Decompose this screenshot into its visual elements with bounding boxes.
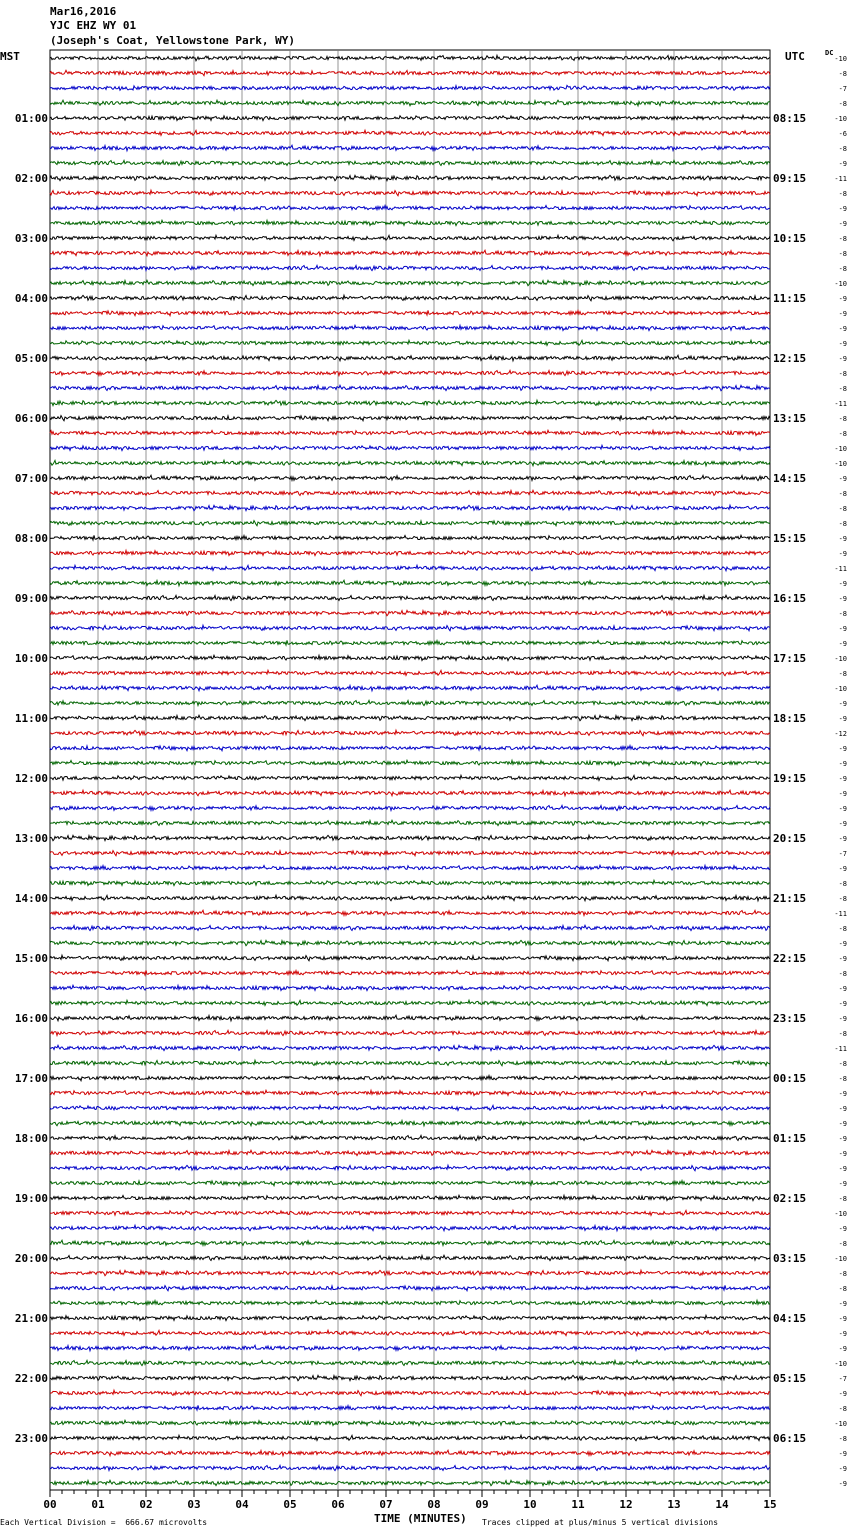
dc-offset-label: -8 [838, 235, 847, 243]
dc-offset-label: -8 [838, 430, 847, 438]
mst-hour-label: 05:00 [14, 352, 48, 365]
trace-row [50, 310, 770, 315]
dc-offset-label: -9 [838, 1120, 847, 1128]
trace-row [50, 355, 770, 360]
trace-row [50, 160, 770, 165]
mst-hour-label: 18:00 [14, 1132, 48, 1145]
utc-hour-label: 22:15 [773, 952, 807, 965]
dc-offset-label: -9 [838, 1300, 847, 1308]
trace-row [50, 1150, 770, 1155]
x-tick-label: 09 [475, 1498, 489, 1511]
right-timezone-label: UTC [785, 50, 805, 63]
trace-row [50, 685, 770, 690]
trace-row [50, 1465, 770, 1470]
dc-offset-label: -8 [838, 145, 847, 153]
trace-row [50, 835, 770, 840]
trace-row [50, 970, 770, 975]
dc-offset-label: -8 [838, 1435, 847, 1443]
dc-offset-label: -12 [834, 730, 847, 738]
x-tick-label: 00 [43, 1498, 57, 1511]
dc-offset-label: -9 [838, 745, 847, 753]
trace-row [50, 1000, 770, 1005]
trace-row [50, 940, 770, 945]
trace-row [50, 955, 770, 960]
trace-row [50, 55, 770, 60]
trace-row [50, 595, 770, 600]
utc-hour-label: 13:15 [773, 412, 807, 425]
dc-offset-label: -8 [838, 1075, 847, 1083]
trace-row [50, 70, 770, 75]
trace-row [50, 460, 770, 465]
dc-offset-label: -6 [838, 130, 847, 138]
x-tick-label: 15 [763, 1498, 777, 1511]
dc-offset-label: -8 [838, 520, 847, 528]
utc-hour-label: 23:15 [773, 1012, 807, 1025]
mst-hour-label: 16:00 [14, 1012, 48, 1025]
trace-row [50, 790, 770, 795]
dc-offset-label: -9 [838, 535, 847, 543]
dc-offset-label: -8 [838, 1240, 847, 1248]
dc-offset-label: -8 [838, 970, 847, 978]
mst-hour-label: 06:00 [14, 412, 48, 425]
dc-offset-label: -8 [838, 1060, 847, 1068]
trace-row [50, 490, 770, 495]
trace-row [50, 805, 770, 810]
trace-row [50, 280, 770, 285]
trace-row [50, 1390, 770, 1395]
trace-row [50, 1255, 770, 1260]
dc-offset-label: -11 [834, 565, 847, 573]
trace-row [50, 1270, 770, 1275]
dc-offset-label: -9 [838, 1465, 847, 1473]
trace-row [50, 640, 770, 645]
utc-hour-label: 01:15 [773, 1132, 807, 1145]
trace-row [50, 1060, 770, 1065]
clip-note: Traces clipped at plus/minus 5 vertical divisions [482, 1518, 719, 1527]
dc-offset-label: -11 [834, 910, 847, 918]
trace-row [50, 1360, 770, 1365]
dc-offset-label: -9 [838, 1105, 847, 1113]
trace-row [50, 580, 770, 585]
dc-offset-label: -9 [838, 955, 847, 963]
utc-hour-label: 00:15 [773, 1072, 807, 1085]
trace-row [50, 880, 770, 885]
trace-row [50, 1225, 770, 1230]
dc-offset-label: -10 [834, 55, 847, 63]
utc-hour-label: 03:15 [773, 1252, 807, 1265]
scale-note: Each Vertical Division = 666.67 microvolts [0, 1518, 208, 1527]
dc-offset-label: -9 [838, 475, 847, 483]
dc-offset-label: -8 [838, 1030, 847, 1038]
utc-hour-label: 02:15 [773, 1192, 807, 1205]
dc-offset-label: -8 [838, 610, 847, 618]
dc-offset-label: -11 [834, 1045, 847, 1053]
dc-offset-label: -10 [834, 1420, 847, 1428]
record-date: Mar16,2016 [50, 5, 117, 18]
mst-hour-label: 21:00 [14, 1312, 48, 1325]
dc-offset-label: -9 [838, 580, 847, 588]
utc-hour-label: 08:15 [773, 112, 807, 125]
x-tick-label: 02 [139, 1498, 153, 1511]
dc-offset-label: -8 [838, 385, 847, 393]
trace-row [50, 1015, 770, 1020]
trace-row [50, 550, 770, 555]
trace-row [50, 415, 770, 420]
utc-hour-label: 11:15 [773, 292, 807, 305]
trace-row [50, 715, 770, 720]
dc-offset-label: -9 [838, 1090, 847, 1098]
mst-hour-label: 20:00 [14, 1252, 48, 1265]
x-tick-label: 04 [235, 1498, 249, 1511]
mst-hour-label: 13:00 [14, 832, 48, 845]
trace-row [50, 1240, 770, 1245]
trace-row [50, 250, 770, 255]
trace-row [50, 475, 770, 480]
dc-offset-label: -7 [838, 1375, 847, 1383]
x-tick-label: 14 [715, 1498, 729, 1511]
dc-offset-label: -9 [838, 835, 847, 843]
dc-offset-label: -8 [838, 1285, 847, 1293]
mst-hour-label: 04:00 [14, 292, 48, 305]
x-tick-label: 13 [667, 1498, 681, 1511]
trace-row [50, 895, 770, 900]
trace-row [50, 1210, 770, 1215]
trace-row [50, 1090, 770, 1095]
mst-hour-label: 10:00 [14, 652, 48, 665]
dc-offset-label: -9 [838, 865, 847, 873]
trace-row [50, 865, 770, 870]
dc-offset-label: -11 [834, 400, 847, 408]
dc-offset-label: -9 [838, 775, 847, 783]
dc-offset-label: -8 [838, 100, 847, 108]
dc-offset-label: -8 [838, 250, 847, 258]
dc-offset-label: -9 [838, 805, 847, 813]
trace-row [50, 655, 770, 660]
trace-row [50, 370, 770, 375]
mst-hour-label: 03:00 [14, 232, 48, 245]
dc-offset-label: -7 [838, 850, 847, 858]
trace-row [50, 610, 770, 615]
dc-offset-label: -9 [838, 940, 847, 948]
utc-hour-label: 15:15 [773, 532, 807, 545]
dc-offset-label: -9 [838, 820, 847, 828]
trace-row [50, 1135, 770, 1140]
dc-offset-label: -8 [838, 505, 847, 513]
trace-row [50, 220, 770, 225]
utc-hour-label: 10:15 [773, 232, 807, 245]
trace-row [50, 925, 770, 930]
trace-row [50, 1435, 770, 1440]
trace-row [50, 565, 770, 570]
dc-offset-label: -8 [838, 895, 847, 903]
utc-hour-label: 18:15 [773, 712, 807, 725]
dc-offset-label: -8 [838, 490, 847, 498]
dc-offset-label: -10 [834, 280, 847, 288]
dc-offset-label: -9 [838, 1015, 847, 1023]
dc-offset-label: -8 [838, 880, 847, 888]
utc-hour-label: 16:15 [773, 592, 807, 605]
trace-row [50, 535, 770, 540]
dc-offset-label: -9 [838, 295, 847, 303]
mst-hour-label: 11:00 [14, 712, 48, 725]
station-code: YJC EHZ WY 01 [50, 19, 137, 32]
utc-hour-label: 17:15 [773, 652, 807, 665]
x-tick-label: 12 [619, 1498, 633, 1511]
mst-hour-label: 12:00 [14, 772, 48, 785]
trace-row [50, 820, 770, 825]
dc-offset-label: -9 [838, 1165, 847, 1173]
trace-row [50, 1045, 770, 1050]
dc-offset-label: -8 [838, 265, 847, 273]
station-location: (Joseph's Coat, Yellowstone Park, WY) [50, 34, 296, 47]
dc-offset-label: -9 [838, 355, 847, 363]
dc-offset-label: -8 [838, 1270, 847, 1278]
dc-offset-label: -11 [834, 175, 847, 183]
x-axis-title: TIME (MINUTES) [374, 1512, 467, 1525]
dc-offset-label: -10 [834, 1255, 847, 1263]
utc-hour-label: 05:15 [773, 1372, 807, 1385]
dc-offset-label: -8 [838, 925, 847, 933]
trace-row [50, 700, 770, 705]
dc-offset-label: -9 [838, 310, 847, 318]
trace-row [50, 325, 770, 330]
x-tick-label: 10 [523, 1498, 537, 1511]
dc-offset-label: -10 [834, 1210, 847, 1218]
dc-offset-label: -9 [838, 1315, 847, 1323]
dc-offset-label: -8 [838, 670, 847, 678]
trace-row [50, 775, 770, 780]
dc-offset-label: -8 [838, 1405, 847, 1413]
dc-offset-label: -9 [838, 160, 847, 168]
mst-hour-label: 08:00 [14, 532, 48, 545]
trace-row [50, 265, 770, 270]
dc-offset-label: -8 [838, 415, 847, 423]
dc-offset-label: -9 [838, 1150, 847, 1158]
utc-hour-label: 09:15 [773, 172, 807, 185]
dc-offset-label: -9 [838, 1180, 847, 1188]
x-tick-label: 11 [571, 1498, 585, 1511]
dc-offset-label: -9 [838, 1135, 847, 1143]
mst-hour-label: 02:00 [14, 172, 48, 185]
trace-row [50, 175, 770, 180]
trace-row [50, 385, 770, 390]
dc-offset-label: -9 [838, 760, 847, 768]
dc-offset-label: -8 [838, 370, 847, 378]
trace-row [50, 1120, 770, 1125]
dc-offset-label: -10 [834, 1360, 847, 1368]
dc-offset-label: -9 [838, 1225, 847, 1233]
x-tick-label: 05 [283, 1498, 297, 1511]
dc-offset-label: -8 [838, 1195, 847, 1203]
x-tick-label: 01 [91, 1498, 105, 1511]
dc-offset-label: -9 [838, 625, 847, 633]
dc-offset-label: -9 [838, 790, 847, 798]
x-tick-label: 06 [331, 1498, 345, 1511]
dc-offset-label: -9 [838, 985, 847, 993]
x-tick-label: 03 [187, 1498, 201, 1511]
mst-hour-label: 01:00 [14, 112, 48, 125]
trace-row [50, 1105, 770, 1110]
left-timezone-label: MST [0, 50, 20, 63]
trace-row [50, 1345, 770, 1350]
trace-row [50, 760, 770, 765]
trace-row [50, 1165, 770, 1170]
dc-offset-label: -9 [838, 700, 847, 708]
dc-offset-label: -8 [838, 190, 847, 198]
dc-offset-label: -9 [838, 340, 847, 348]
trace-row [50, 1375, 770, 1380]
dc-offset-label: -9 [838, 1330, 847, 1338]
trace-row [50, 1405, 770, 1410]
dc-offset-label: -9 [838, 1345, 847, 1353]
trace-row [50, 1180, 770, 1185]
trace-row [50, 1300, 770, 1305]
trace-row [50, 340, 770, 345]
trace-row [50, 985, 770, 990]
trace-row [50, 130, 770, 135]
dc-offset-label: -9 [838, 640, 847, 648]
dc-offset-label: -7 [838, 85, 847, 93]
dc-offset-label: -9 [838, 715, 847, 723]
dc-offset-label: -9 [838, 550, 847, 558]
trace-row [50, 1330, 770, 1335]
utc-hour-label: 04:15 [773, 1312, 807, 1325]
trace-row [50, 400, 770, 405]
mst-hour-label: 09:00 [14, 592, 48, 605]
mst-hour-label: 14:00 [14, 892, 48, 905]
trace-row [50, 505, 770, 510]
trace-row [50, 235, 770, 240]
dc-offset-label: -9 [838, 205, 847, 213]
dc-offset-label: -10 [834, 685, 847, 693]
trace-row [50, 1315, 770, 1320]
trace-row [50, 145, 770, 150]
trace-row [50, 625, 770, 630]
trace-row [50, 85, 770, 90]
trace-row [50, 295, 770, 300]
dc-offset-label: -9 [838, 1390, 847, 1398]
dc-offset-label: -9 [838, 1000, 847, 1008]
dc-offset-label: -8 [838, 70, 847, 78]
trace-row [50, 670, 770, 675]
trace-row [50, 745, 770, 750]
utc-hour-label: 14:15 [773, 472, 807, 485]
dc-offset-label: -9 [838, 1450, 847, 1458]
utc-hour-label: 20:15 [773, 832, 807, 845]
trace-row [50, 1480, 770, 1485]
trace-row [50, 730, 770, 735]
dc-offset-label: -9 [838, 325, 847, 333]
trace-row [50, 430, 770, 435]
trace-row [50, 1030, 770, 1035]
trace-row [50, 115, 770, 120]
x-tick-label: 07 [379, 1498, 393, 1511]
mst-hour-label: 15:00 [14, 952, 48, 965]
mst-hour-label: 17:00 [14, 1072, 48, 1085]
trace-row [50, 445, 770, 450]
trace-row [50, 1420, 770, 1425]
trace-row [50, 205, 770, 210]
dc-offset-label: -10 [834, 655, 847, 663]
trace-row [50, 850, 770, 855]
dc-offset-label: -9 [838, 1480, 847, 1488]
trace-row [50, 1195, 770, 1200]
trace-row [50, 1075, 770, 1080]
trace-row [50, 100, 770, 106]
dc-offset-label: -10 [834, 445, 847, 453]
trace-row [50, 1450, 770, 1455]
utc-hour-label: 19:15 [773, 772, 807, 785]
mst-hour-label: 22:00 [14, 1372, 48, 1385]
dc-offset-label: -9 [838, 595, 847, 603]
x-tick-label: 08 [427, 1498, 441, 1511]
trace-row [50, 910, 770, 915]
dc-label: DC [825, 49, 834, 57]
utc-hour-label: 21:15 [773, 892, 807, 905]
trace-row [50, 1285, 770, 1290]
utc-hour-label: 06:15 [773, 1432, 807, 1445]
trace-row [50, 521, 770, 526]
dc-offset-label: -10 [834, 460, 847, 468]
mst-hour-label: 23:00 [14, 1432, 48, 1445]
mst-hour-label: 19:00 [14, 1192, 48, 1205]
dc-offset-label: -10 [834, 115, 847, 123]
utc-hour-label: 12:15 [773, 352, 807, 365]
trace-row [50, 190, 770, 195]
dc-offset-label: -9 [838, 220, 847, 228]
mst-hour-label: 07:00 [14, 472, 48, 485]
